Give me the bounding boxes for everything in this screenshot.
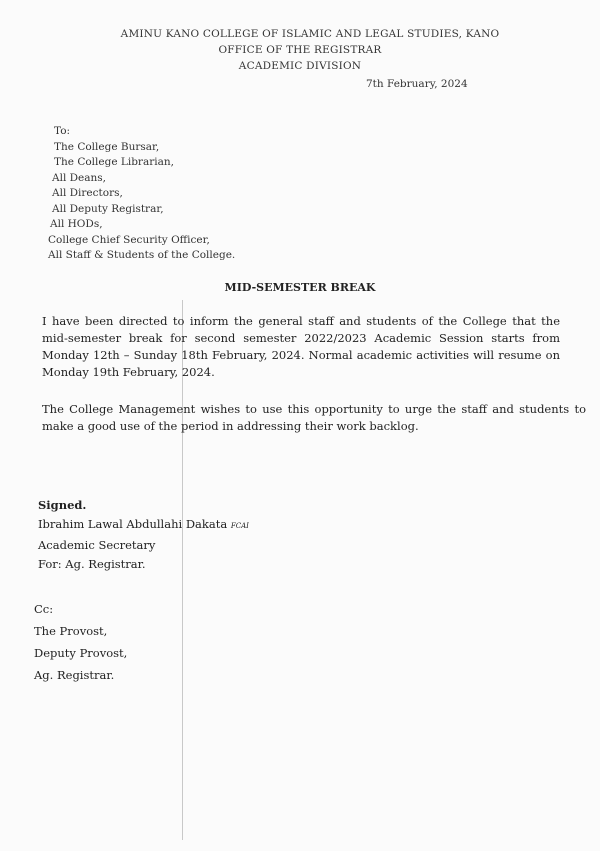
recipients-label: To:: [54, 125, 71, 137]
signatory-for: For: Ag. Registrar.: [38, 557, 146, 571]
recipient-item: The College Bursar,: [54, 140, 160, 153]
cc-item: Deputy Provost,: [34, 646, 128, 660]
division-name: ACADEMIC DIVISION: [238, 60, 362, 72]
letterhead: [0, 26, 600, 74]
recipient-item: All Deputy Registrar,: [52, 202, 164, 215]
signatory-line: [38, 515, 249, 536]
cc-item: Ag. Registrar.: [34, 668, 115, 682]
institution-name: AMINU KANO COLLEGE OF ISLAMIC AND LEGAL STUDIES, KANO: [120, 28, 500, 40]
recipient-item: All Deans,: [52, 171, 107, 184]
office-name: OFFICE OF THE REGISTRAR: [218, 44, 382, 56]
body-paragraph-1: I have been directed to inform the general staff and students of the College that the mid-semester break for second semester 2022/2023 Academic Session starts from Monday 12th – Sunday 18th February, 2024. Normal academic activities will resume on Monday 19th February, 2024.: [42, 314, 560, 379]
cc-block: [34, 598, 127, 686]
signed-label: Signed.: [38, 498, 87, 512]
recipients-block: [48, 124, 236, 264]
recipient-item: College Chief Security Officer,: [48, 233, 210, 246]
signatory-name: Ibrahim Lawal Abdullahi Dakata: [38, 517, 228, 531]
recipient-item: All HODs,: [50, 218, 103, 230]
signatory-position: Academic Secretary: [38, 538, 156, 552]
recipient-item: The College Librarian,: [54, 156, 174, 168]
memo-date: 7th February, 2024: [366, 78, 468, 90]
recipient-item: All Directors,: [52, 187, 123, 199]
cc-label: Cc:: [34, 602, 54, 616]
cc-item: The Provost,: [34, 624, 108, 638]
signature-block: [38, 496, 249, 574]
memo-title: MID-SEMESTER BREAK: [224, 281, 376, 294]
body-paragraph-2: The College Management wishes to use this opportunity to urge the staff and students to make a good use of the period in addressing their work backlog.: [42, 402, 586, 433]
recipient-item: All Staff & Students of the College.: [48, 249, 236, 261]
signatory-credential: FCAI: [230, 522, 249, 530]
